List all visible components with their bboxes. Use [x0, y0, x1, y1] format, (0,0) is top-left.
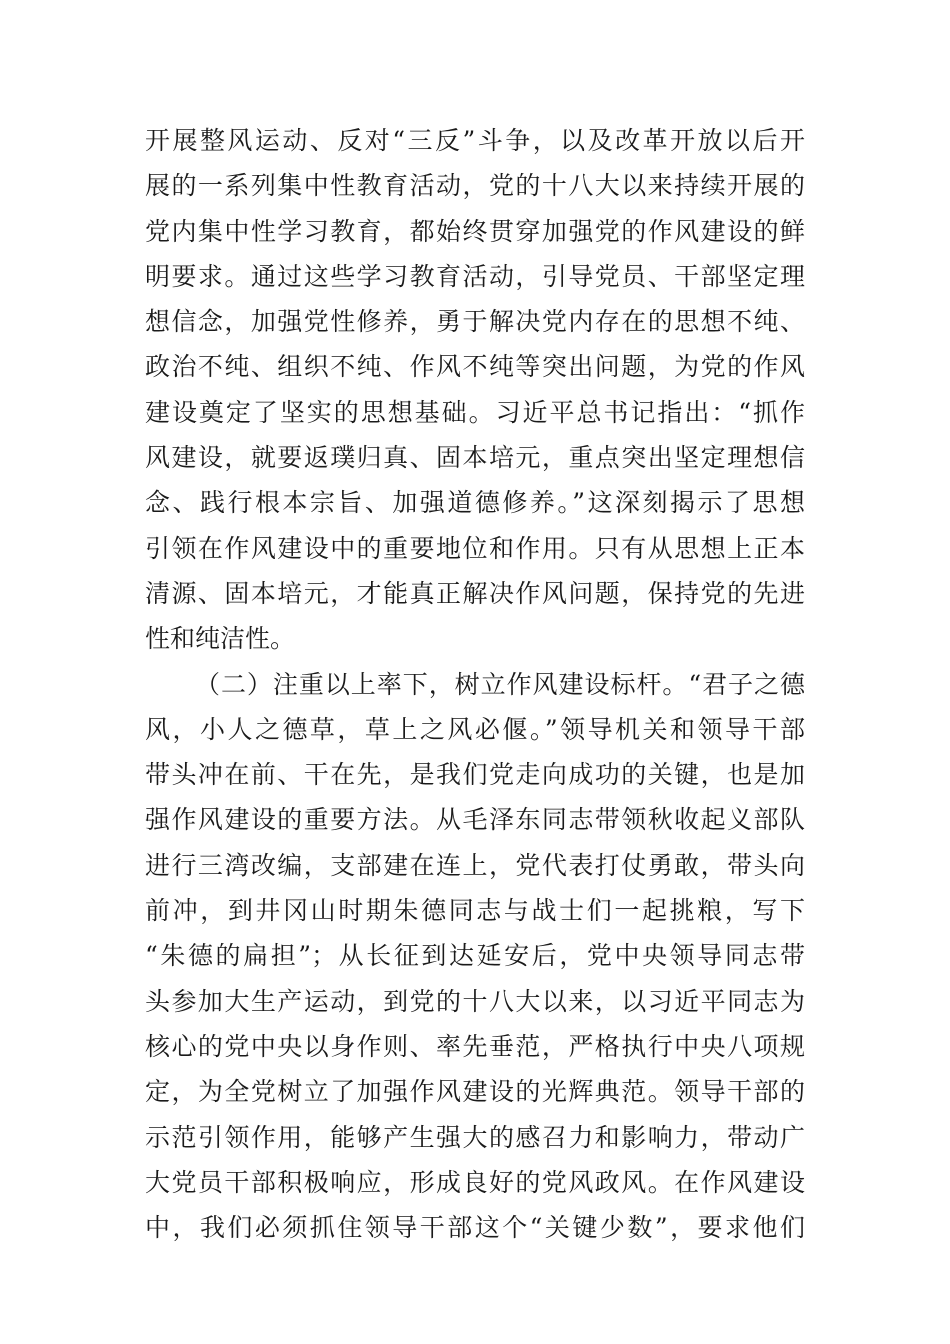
text-line: 想信念，加强党性修养，勇于解决党内存在的思想不纯、 — [145, 307, 805, 337]
text-line: 示范引领作用，能够产生强大的感召力和影响力，带动广 — [145, 1122, 805, 1152]
text-line: 开展整风运动、反对“三反”斗争，以及改革开放以后开 — [145, 126, 805, 155]
text-line: 风建设，就要返璞归真、固本培元，重点突出坚定理想信 — [145, 443, 805, 473]
text-line: 念、践行根本宗旨、加强道德修养。”这深刻揭示了思想 — [145, 488, 805, 518]
text-line: 政治不纯、组织不纯、作风不纯等突出问题，为党的作风 — [145, 352, 805, 382]
text-line: 明要求。通过这些学习教育活动，引导党员、干部坚定理 — [145, 261, 805, 291]
text-line: 进行三湾改编，支部建在连上，党代表打仗勇敢，带头向 — [145, 850, 805, 880]
text-line: 中，我们必须抓住领导干部这个“关键少数”，要求他们 — [145, 1213, 805, 1243]
text-line: 定，为全党树立了加强作风建设的光辉典范。领导干部的 — [145, 1077, 805, 1107]
text-line: 带头冲在前、干在先，是我们党走向成功的关键，也是加 — [145, 760, 805, 790]
text-line: 建设奠定了坚实的思想基础。习近平总书记指出：“抓作 — [145, 397, 805, 427]
text-line: 展的一系列集中性教育活动，党的十八大以来持续开展的 — [145, 171, 805, 201]
text-line: 前冲，到井冈山时期朱德同志与战士们一起挑粮，写下 — [145, 896, 805, 926]
section-heading-line: （二）注重以上率下，树立作风建设标杆。“君子之德 — [195, 669, 805, 699]
text-line: 头参加大生产运动，到党的十八大以来，以习近平同志为 — [145, 986, 805, 1016]
text-line: 大党员干部积极响应，形成良好的党风政风。在作风建设 — [145, 1167, 805, 1197]
text-line: 引领在作风建设中的重要地位和作用。只有从思想上正本 — [145, 533, 805, 563]
text-line: 性和纯洁性。 — [145, 624, 296, 654]
text-line: 风，小人之德草，草上之风必偃。”领导机关和领导干部 — [145, 714, 805, 744]
text-line: 党内集中性学习教育，都始终贯穿加强党的作风建设的鲜 — [145, 216, 805, 246]
body-text — [145, 118, 805, 1250]
text-line: 强作风建设的重要方法。从毛泽东同志带领秋收起义部队 — [145, 805, 805, 835]
text-line: 清源、固本培元，才能真正解决作风问题，保持党的先进 — [145, 578, 805, 608]
text-line: 核心的党中央以身作则、率先垂范，严格执行中央八项规 — [145, 1031, 805, 1061]
text-line: “朱德的扁担”；从长征到达延安后，党中央领导同志带 — [145, 941, 805, 971]
